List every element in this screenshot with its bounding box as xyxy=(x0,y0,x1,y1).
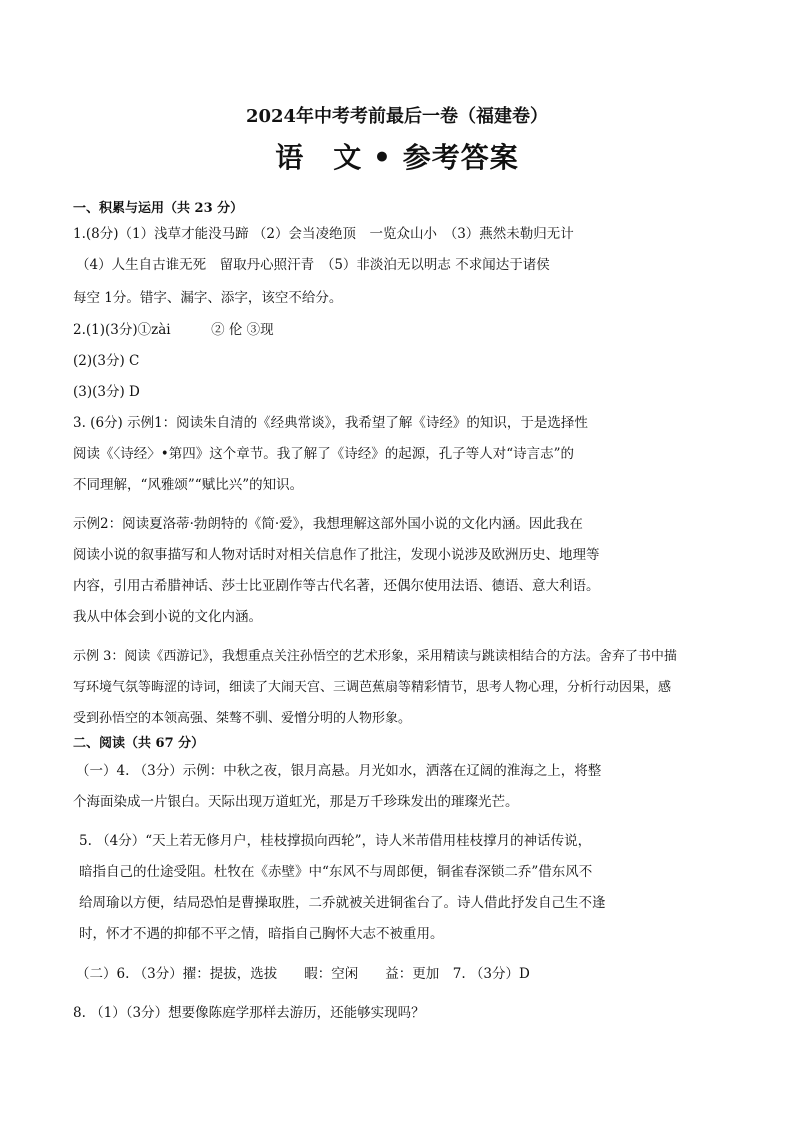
answer-line: 暗指自己的仕途受阻。杜牧在《赤壁》中“东风不与周郎便，铜雀春深锁二乔”借东风不 xyxy=(79,864,593,880)
section-heading-1: 一、积累与运用（共 23 分） xyxy=(73,201,244,216)
answer-line: 5. （4分）“天上若无修月户，桂枝撑损向西轮”，诗人米芾借用桂枝撑月的神话传说， xyxy=(79,833,592,849)
answer-line: 3. (6分) 示例1：阅读朱自清的《经典常谈》，我希望了解《诗经》的知识，于是选择性 xyxy=(73,415,588,431)
answer-line: 每空 1分。错字、漏字、添字，该空不给分。 xyxy=(73,290,343,306)
answer-line: (2)(3分) C xyxy=(73,353,140,369)
answer-line: （4）人生自古谁无死 留取丹心照汗青 （5）非淡泊无以明志 不求闻达于诸侯 xyxy=(76,257,550,273)
answer-line: 不同理解，“风雅颂”“赋比兴”的知识。 xyxy=(73,477,304,493)
document-subtitle: 语 文 • 参考答案 xyxy=(275,141,519,174)
answer-line: 内容，引用古希腊神话、莎士比亚剧作等古代名著，还偶尔使用法语、德语、意大利语。 xyxy=(73,578,600,594)
answer-line: 示例 3：阅读《西游记》，我想重点关注孙悟空的艺术形象，采用精读与跳读相结合的方法。舍弃了书中描 xyxy=(73,649,677,664)
answer-line: (3)(3分) D xyxy=(73,384,140,400)
answer-line: 时，怀才不遇的抑郁不平之情，暗指自己胸怀大志不被重用。 xyxy=(79,926,444,942)
answer-line: （二）6. （3分）擢：提拔，选拔 暇：空闲 益：更加 7. （3分）D xyxy=(76,966,530,982)
answer-line: 示例2：阅读夏洛蒂·勃朗特的《简·爱》，我想理解这部外国小说的文化内涵。因此我在 xyxy=(73,516,583,532)
answer-line: 给周瑜以方便，结局恐怕是曹操取胜，二乔就被关进铜雀台了。诗人借此抒发自己生不逢 xyxy=(79,895,606,911)
answer-line: 阅读《〈诗经〉•第四》这个章节。我了解了《诗经》的起源，孔子等人对“诗言志”的 xyxy=(73,446,575,462)
answer-line: 8. （1）（3分）想要像陈庭学那样去游历，还能够实现吗？ xyxy=(73,1005,425,1021)
answer-line: 个海面染成一片银白。天际出现万道虹光，那是万千珍珠发出的璀璨光芒。 xyxy=(73,794,519,810)
answer-line: 阅读小说的叙事描写和人物对话时对相关信息作了批注，发现小说涉及欧洲历史、地理等 xyxy=(73,547,600,563)
answer-line: 1.(8分)（1）浅草才能没马蹄 （2）会当凌绝顶 一览众山小 （3）燕然未勒归无计 xyxy=(73,226,574,242)
answer-line: 2.(1)(3分)①zài ② 伦 ③现 xyxy=(73,322,274,338)
document-title: 2024年中考考前最后一卷（福建卷） xyxy=(245,106,549,127)
answer-line: 我从中体会到小说的文化内涵。 xyxy=(73,609,262,625)
answer-line: 写环境气氛等晦涩的诗词，细读了大闹天宫、三调芭蕉扇等精彩情节，思考人物心理，分析行动因果，感 xyxy=(73,680,672,695)
answer-line: 受到孙悟空的本领高强、桀骜不驯、爱憎分明的人物形象。 xyxy=(73,711,412,726)
section-heading-2: 二、阅读（共 67 分） xyxy=(73,736,205,751)
answer-line: （一）4. （3分）示例：中秋之夜，银月高悬。月光如水，洒落在辽阔的淮海之上，将整 xyxy=(76,763,602,779)
